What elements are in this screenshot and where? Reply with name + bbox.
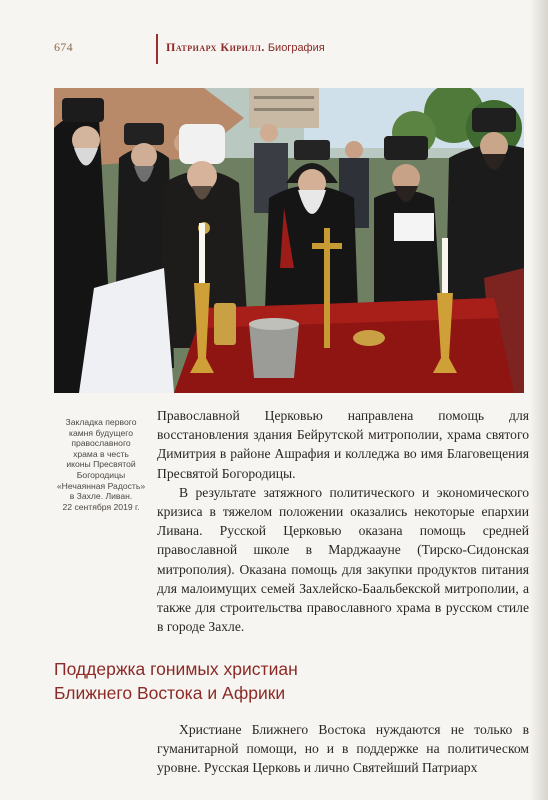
section-paragraph: Христиане Ближнего Востока нуждаются не только в гуманитарной помощи, но и в поддержке на политическом уровне. Русская Церковь и лично Святейший Патриарх <box>157 722 529 776</box>
caption-line: иконы Пресвятой <box>66 459 136 470</box>
caption-line: православного <box>71 438 131 449</box>
photo-caption <box>54 417 148 512</box>
running-head <box>166 40 325 55</box>
section-heading-line: Ближнего Востока и Африки <box>54 683 286 703</box>
caption-line: Богородицы <box>76 469 126 480</box>
section-heading <box>54 657 514 705</box>
page-number: 674 <box>54 40 73 54</box>
caption-line: 22 сентября 2019 г. <box>62 501 140 512</box>
page-edge-shadow <box>530 0 548 800</box>
caption-line: храма в честь <box>73 448 129 459</box>
caption-line: «Нечаянная Радость» <box>56 480 146 491</box>
header-divider <box>156 34 158 64</box>
running-head-title: Патриарх Кирилл. <box>166 40 265 54</box>
section-body-text <box>157 720 529 778</box>
caption-line: камня будущего <box>69 427 133 438</box>
caption-line: Закладка первого <box>65 417 137 427</box>
running-header <box>0 0 548 70</box>
body-paragraph: Православной Церковью направлена помощь для восстановления здания Бейрутской митрополии, храма святого Димитрия в районе Ашрафия и колледжа во имя Благовещения Пресвятой Богородицы. <box>157 408 529 481</box>
body-text <box>157 406 529 636</box>
caption-line: в Захле. Ливан. <box>69 491 133 502</box>
section-heading-line: Поддержка гонимых христиан <box>54 659 298 679</box>
ceremony-photo <box>54 88 524 393</box>
running-head-subtitle: Биография <box>267 42 325 54</box>
body-paragraph: В результате затяжного политического и экономического кризиса в тяжелом положении оказались некоторые епархии Ливана. Русской Церковью оказана помощь средней православной школе в Марджаауне (Тирско-Сидонская митрополия). Оказана помощь для закупки продуктов питания для малоимущих семей Захлейско-Баальбекской митрополии, а также для строительства православного храма в русском стиле в городе Захле. <box>157 484 529 635</box>
photo-illustration <box>54 88 524 393</box>
